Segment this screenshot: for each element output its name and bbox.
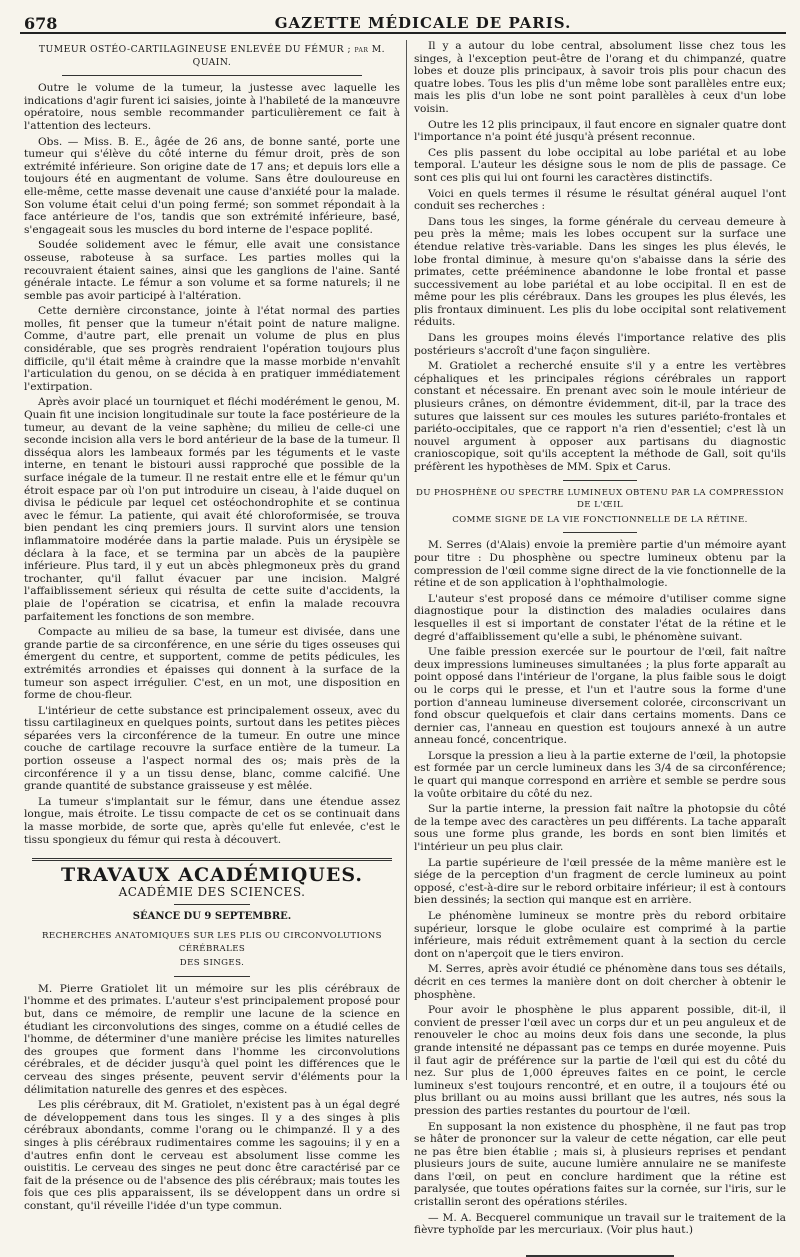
academy-title: ACADÉMIE DES SCIENCES.: [118, 884, 306, 899]
article-heading-tumeur: TUMEUR OSTÉO-CARTILAGINEUSE ENLEVÉE DU FÉMUR ; par M. QUAIN.: [38, 44, 386, 68]
paragraph: Compacte au milieu de sa base, la tumeur est divisée, dans une grande partie de sa circonférence, en une série du tiges osseuses qui émergent du centre, et supportent, comme de petits pédicules, les extrémités arrondies et épaisses qui donnent à la surface de la tumeur son aspect irrégulier. C'est, en un mot, une disposition en forme de chou-fleur.: [24, 626, 400, 702]
paragraph: Ces plis passent du lobe occipital au lobe pariétal et au lobe temporal. L'auteur les désigne sous le nom de plis de passage. Ce sont ces plis qui lui ont fourni les caractères distinctifs.: [414, 146, 786, 184]
paragraph: En supposant la non existence du phosphène, il ne faut pas trop se hâter de prononcer sur la valeur de cette négation, car elle peut ne pas être bien établie ; mais si, à plusieurs reprises et pendant plusieurs jours de suite, aucune lumière annulaire ne se manifeste dans l'œil, on peut en conclure hardiment que la rétine est paralysée, que toutes opérations faites sur la cornée, sur l'iris, sur le cristallin seront des opérations stériles.: [414, 1120, 786, 1209]
paragraph: Les plis cérébraux, dit M. Gratiolet, n'existent pas à un égal degré de développement dans tous les singes. Il y a des singes à plis cérébraux abondants, comme l'orang ou le chimpanzé. Il y a des singes à plis cérébraux rudimentaires comme les sagouins; il y en a d'autres enfin dont le cerveau est absolument lisse comme les ouistitis. Le cerveau des singes ne peut donc être caractérisé par ce fait de la présence ou de l'absence des plis cérébraux; mais toutes les fois que ces plis apparaissent, ils se développent dans un ordre si constant, qu'il réveille l'idée d'un type commun.: [24, 1099, 400, 1212]
paragraph: M. Serres (d'Alais) envoie la première partie d'un mémoire ayant pour titre : Du phosphène ou spectre lumineux obtenu par la compression de l'œil comme signe direct de la vie fonctionnelle de la rétine et de son application à l'ophthalmologie.: [414, 539, 786, 590]
page-number: 678: [24, 14, 58, 33]
paragraph: Il y a autour du lobe central, absolument lisse chez tous les singes, à l'exception peut-être de l'orang et du chimpanzé, quatre lobes et douze plis principaux, à savoir trois plis pour chacun des quatre lobes. Tous les plis d'un même lobe sont parallèles entre eux; mais les plis d'un lobe ne sont point parallèles à ceux d'un lobe voisin.: [414, 40, 786, 115]
paragraph: Sur la partie interne, la pression fait naître la photopsie du côté de la tempe avec des caractères un peu différents. La tache apparaît sous une forme plus grande, les bords en sont bien limités et l'intérieur un peu plus clair.: [414, 803, 786, 854]
article-heading-line2: DES SINGES.: [179, 958, 245, 969]
short-rule: [563, 480, 637, 481]
paragraph: Outre les 12 plis principaux, il faut encore en signaler quatre dont l'importance n'a point été jusqu'à présent reconnue.: [414, 118, 786, 144]
paragraph: Le phénomène lumineux se montre près du rebord orbitaire supérieur, lorsque le globe oculaire est comprimé à la partie inférieure, mais réduit extrêmement quant à la section du cercle dont on n'aperçoit que le tiers environ.: [414, 910, 786, 960]
paragraph: Dans les groupes moins élevés l'importance relative des plis postérieurs s'accroît d'une façon singulière.: [414, 332, 786, 357]
running-title: GAZETTE MÉDICALE DE PARIS.: [274, 14, 572, 32]
page-header: [20, 10, 786, 34]
paragraph: Dans tous les singes, la forme générale du cerveau demeure à peu près la même; mais les lobes occupent sur la surface une étendue relative très-variable. Dans les singes les plus élevés, le lobe frontal diminue, à mesure qu'on s'abaisse dans la série des primates, cette prééminence abandonne le lobe frontal et passe successivement au lobe pariétal et au lobe occipital. Il en est de même pour les plis cérébraux. Dans les groupes les plus élevés, les plis frontaux diminuent. Les plis du lobe occipital sont relativement réduits.: [414, 215, 786, 329]
paragraph: M. Pierre Gratiolet lit un mémoire sur les plis cérébraux de l'homme et des primates. L'auteur s'est principalement proposé pour but, dans ce mémoire, de remplir une lacune de la science en étudiant les circonvolutions des singes, comme on a étudié celles de l'homme, de déterminer d'une manière précise les limites naturelles des groupes que forment dans l'homme les circonvolutions cérébrales, et de décider jusqu'à quel point les différences que le cerveau des singes présente, peuvent servir d'éléments pour la délimitation naturelle des genres et des espèces.: [24, 982, 400, 1096]
paragraph: Outre le volume de la tumeur, la justesse avec laquelle les indications d'agir furent ici saisies, jointe à l'habileté de la manœuvre opératoire, nous semble recommander particulièrement ce fait à l'attention des lecteurs.: [24, 82, 400, 132]
paragraph: Soudée solidement avec le fémur, elle avait une consistance osseuse, raboteuse à sa surface. Les parties molles qui la recouvraient étaient saines, ainsi que les ganglions de l'aine. Santé générale intacte. Le fémur a son volume et sa forme naturels; il ne semble pas avoir participé à l'altération.: [24, 239, 400, 302]
column-divider: [406, 40, 407, 1080]
short-rule: [563, 532, 637, 533]
paragraph: Après avoir placé un tourniquet et fléchi modérément le genou, M. Quain fit une incision longitudinale sur toute la face postérieure de la tumeur, au devant de la veine saphène; du milieu de celle-ci une seconde incision alla vers le bord antérieur de la base de la tumeur. Il disséqua alors les lambeaux formés par les téguments et le vaste interne, en tenant le bistouri aussi rapproché que possible de la surface inégale de la tumeur. Il ne restait entre elle et le fémur qu'un étroit espace par où l'on put introduire un ciseau, à l'aide duquel on divisa le pédicule par lequel cet ostéochondrophite et se continua avec le fémur. La patiente, qui avait été chloroformisée, se trouva bien pendant les cinq premiers jours. Il survint alors une tension inflammatoire modérée dans la partie malade. Puis un érysipèle se déclara à la face, et se termina par un abcès de la paupière inférieure. Plus tard, il y eut un abcès phlegmoneux près du grand trochanter, qu'il fallut évacuer par une incision. Malgré l'affaiblissement sérieux qui résulta de cette suite d'accidents, la plaie de l'opération se cicatrisa, et enfin la malade recouvra parfaitement les fonctions de son membre.: [24, 396, 400, 623]
seance-date: SÉANCE DU 9 SEPTEMBRE.: [132, 911, 292, 923]
paragraph: L'auteur s'est proposé dans ce mémoire d'utiliser comme signe diagnostique pour la distinction des maladies oculaires dans lesquelles il est si important de constater l'état de la rétine et le degré d'affaiblissement qu'elle a subi, le phénomène suivant.: [414, 592, 786, 643]
paragraph: Pour avoir le phosphène le plus apparent possible, dit-il, il convient de presser l'œil avec un corps dur et un peu anguleux et de renouveler le choc au moins deux fois dans une seconde, la plus grande intensité ne dépassant pas ce temps en durée moyenne. Puis il faut agir de préférence sur la partie de l'œil qui est du côté du nez. Sur plus de 1,000 épreuves faites en ce point, le cercle lumineux s'est toujours rencontré, et en outre, il a toujours été ou plus brillant ou au moins aussi brillant que les autres, nés sous la pression des parties restantes du pourtour de l'œil.: [414, 1004, 786, 1117]
paragraph: Obs. — Miss. B. E., âgée de 26 ans, de bonne santé, porte une tumeur qui s'élève du côté interne du fémur droit, près de son extrémité inférieure. Son origine date de 17 ans; et depuis lors elle a toujours été en augmentant de volume. Sans être douloureuse en elle-même, cette masse devenait une cause d'anxiété pour la malade. Son volume était celui d'un poing fermé; son sommet répondait à la face antérieure de l'os, tandis que son extrémité inférieure, basé, s'engageait sous les muscles du bord interne de l'espace poplité.: [24, 135, 400, 236]
short-rule: [174, 904, 249, 905]
article-heading-phosphene-2: COMME SIGNE DE LA VIE FONCTIONNELLE DE LA RÉTINE.: [452, 514, 748, 525]
paragraph: — M. A. Becquerel communique un travail sur le traitement de la fièvre typhoïde par les mercuriaux. (Voir plus haut.): [414, 1211, 786, 1237]
left-column: [24, 40, 400, 1212]
paragraph: M. Gratiolet a recherché ensuite s'il y a entre les vertèbres céphaliques et les principales régions cérébrales un rapport constant et nécessaire. En prenant avec soin le moule intérieur de plusieurs crânes, on démontre évidemment, dit-il, par la trace des sutures que laissent sur ces moules les sutures pariéto-frontales et pariéto-occipitales, que ce rapport n'a rien d'essentiel; c'est là un nouvel argument à opposer aux partisans du diagnostic cranioscopique, soit qu'ils acceptent la méthode de Gall, soit qu'ils préfèrent les hypothèses de MM. Spix et Carus.: [414, 360, 786, 473]
paragraph: Cette dernière circonstance, jointe à l'état normal des parties molles, fit penser que la tumeur n'était point de nature maligne. Comme, d'autre part, elle prenait un volume de plus en plus considérable, que ses progrès rendraient l'opération toujours plus difficile, qu'il était même à craindre que la masse morbide n'envahît l'articulation du genou, on se décida à en pratiquer immédiatement l'extirpation.: [24, 305, 400, 393]
article-heading-line1: RECHERCHES ANATOMIQUES SUR LES PLIS OU CIRCONVOLUTIONS CÉRÉBRALES: [42, 931, 382, 954]
paragraph: Une faible pression exercée sur le pourtour de l'œil, fait naître deux impressions lumineuses simultanées ; la plus forte apparaît au point opposé dans l'intérieur de l'organe, la plus faible sous le doigt ou le corps qui le presse, et l'un et l'autre sous la forme d'une portion d'anneau lumineuse diversement colorée, circonscrivant un fond obscur quelquefois et clair dans certains moments. Dans ce dernier cas, l'anneau en question est toujours annexé à un autre anneau foncé, concentrique.: [414, 646, 786, 747]
paragraph: M. Serres, après avoir étudié ce phénomène dans tous ses détails, décrit en ces termes la manière dont on doit chercher à obtenir le phosphène.: [414, 963, 786, 1001]
section-rule: [32, 858, 393, 861]
header-rule: [20, 32, 786, 34]
short-rule: [174, 976, 249, 977]
article-heading-phosphene-1: DU PHOSPHÈNE OU SPECTRE LUMINEUX OBTENU PAR LA COMPRESSION DE L'ŒIL: [415, 487, 785, 511]
right-column: [414, 40, 786, 1237]
paragraph: L'intérieur de cette substance est principalement osseux, avec du tissu cartilagineux en quelques points, surtout dans les petites pièces séparées vers la circonférence de la tumeur. En outre une mince couche de cartilage recouvre la surface entière de la tumeur. La portion osseuse a l'aspect normal des os; mais près de la circonférence il y a un tissu dense, blanc, comme calcifié. Une grande quantité de substance graisseuse y est mêlée.: [24, 704, 400, 793]
paragraph: La partie supérieure de l'œil pressée de la même manière est le siége de la perception d'un fragment de cercle lumineux au point opposé, c'est-à-dire sur le rebord orbitaire inférieur; il est à contours bien dessinés; la section qui manque est en arrière.: [414, 856, 786, 907]
heading-rule: [62, 75, 363, 76]
paragraph: Lorsque la pression a lieu à la partie externe de l'œil, la photopsie est formée par un cercle lumineux dans les 3/4 de sa circonférence; le quart qui manque correspond en arrière et semble se perdre sous la voûte orbitaire du côté du nez.: [414, 749, 786, 800]
paragraph: Voici en quels termes il résume le résultat général auquel l'ont conduit ses recherches :: [414, 187, 786, 213]
section-title: TRAVAUX ACADÉMIQUES.: [61, 864, 363, 887]
paragraph: La tumeur s'implantait sur le fémur, dans une étendue assez longue, mais étroite. Le tissu compacte de cet os se continuait dans la masse morbide, de sorte que, après qu'elle fut enlevée, c'est le tissu spongieux du fémur qui resta à découvert.: [24, 795, 400, 846]
